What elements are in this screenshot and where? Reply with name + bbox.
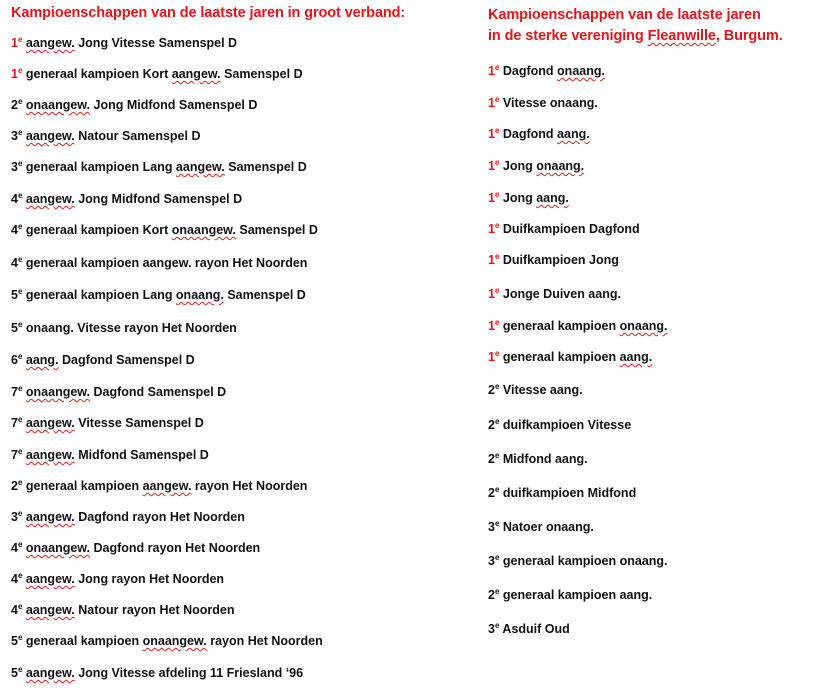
item-text: generaal kampioen	[22, 479, 143, 493]
rank-number: 1	[488, 350, 495, 364]
item-abbreviation: onaang.	[557, 64, 605, 78]
item-text: Dagfond	[499, 127, 558, 141]
rank-suffix: e	[494, 519, 500, 528]
rank-number: 2	[11, 479, 18, 493]
rank-suffix: e	[17, 540, 23, 549]
rank-number: 3	[488, 520, 495, 534]
list-item	[11, 98, 257, 112]
rank-suffix: e	[17, 320, 23, 329]
rank-number: 5	[11, 634, 18, 648]
item-abbreviation: aangew.	[175, 160, 225, 174]
rank-number: 6	[11, 353, 18, 367]
list-item	[11, 572, 224, 586]
right-heading	[488, 5, 813, 47]
rank-number: 1	[488, 64, 495, 78]
list-item	[488, 191, 569, 205]
rank-suffix: e	[494, 286, 500, 295]
item-text: Jong	[499, 191, 537, 205]
item-abbreviation: aangew.	[171, 67, 221, 81]
right-heading-line2-post: , Burgum.	[715, 28, 783, 44]
list-item	[11, 36, 237, 50]
list-item	[488, 554, 668, 568]
right-heading-line1: Kampioenschappen van de laatste jaren	[488, 7, 761, 23]
item-text: Duifkampioen Jong	[499, 253, 619, 267]
rank-suffix: e	[17, 633, 23, 642]
rank-suffix: e	[494, 126, 500, 135]
item-text-tail: Samenspel D	[220, 67, 303, 81]
rank-number: 2	[488, 418, 495, 432]
rank-number: 5	[11, 321, 18, 335]
item-text: Jong	[499, 159, 537, 173]
rank-number: 1	[488, 222, 495, 236]
item-abbreviation: aangew.	[25, 510, 75, 524]
item-abbreviation: aangew.	[142, 479, 192, 493]
item-abbreviation: aangew.	[25, 603, 75, 617]
rank-suffix: e	[494, 587, 500, 596]
rank-number: 3	[11, 129, 18, 143]
item-abbreviation: onaang.	[536, 159, 585, 173]
list-item	[488, 622, 570, 636]
rank-suffix: e	[494, 382, 500, 391]
list-item	[11, 510, 245, 524]
item-text: generaal kampioen	[499, 350, 620, 364]
item-abbreviation: aangew.	[25, 192, 75, 206]
rank-suffix: e	[494, 349, 500, 358]
rank-number: 1	[488, 253, 495, 267]
item-text-tail: Dagfond Samenspel D	[58, 353, 195, 367]
item-text: Jonge Duiven aang.	[499, 287, 621, 301]
rank-number: 1	[488, 159, 495, 173]
rank-suffix: e	[17, 66, 23, 75]
item-abbreviation: aangew.	[25, 572, 75, 586]
list-item	[11, 634, 323, 648]
list-item	[488, 588, 652, 602]
item-abbreviation: aangew.	[25, 36, 75, 50]
rank-suffix: e	[17, 191, 23, 200]
left-heading: Kampioenschappen van de laatste jaren in groot verband:	[11, 5, 406, 21]
item-text-tail: Jong Vitesse afdeling 11 Friesland ‘96	[74, 666, 304, 680]
item-abbreviation: onaangew.	[25, 385, 91, 399]
rank-suffix: e	[17, 478, 23, 487]
item-text-tail: Jong Midfond Samenspel D	[90, 98, 258, 112]
item-abbreviation: aang.	[619, 350, 653, 364]
item-text: Vitesse aang.	[499, 383, 583, 397]
rank-number: 2	[11, 98, 18, 112]
item-abbreviation: aang.	[25, 353, 59, 367]
item-text: generaal kampioen	[499, 319, 620, 333]
item-text: Natoer onaang.	[499, 520, 594, 534]
item-text-tail: Samenspel D	[223, 288, 306, 302]
rank-suffix: e	[17, 222, 23, 231]
list-item	[488, 127, 590, 141]
list-item	[11, 385, 226, 399]
list-item	[488, 159, 584, 173]
list-item	[488, 383, 583, 397]
item-text: Vitesse onaang.	[499, 96, 598, 110]
rank-number: 1	[488, 191, 495, 205]
list-item	[488, 222, 640, 236]
item-text-tail: Samenspel D	[224, 160, 307, 174]
rank-suffix: e	[17, 352, 23, 361]
rank-suffix: e	[494, 95, 500, 104]
right-heading-line2	[488, 26, 813, 47]
item-text-tail: Vitesse Samenspel D	[74, 416, 204, 430]
item-text-tail: Jong rayon Het Noorden	[74, 572, 225, 586]
item-abbreviation: aangew.	[25, 666, 75, 680]
rank-number: 1	[488, 319, 495, 333]
item-text-tail: Dagfond Samenspel D	[90, 385, 227, 399]
rank-suffix: e	[17, 571, 23, 580]
list-item	[11, 223, 318, 237]
item-text: duifkampioen Midfond	[499, 486, 637, 500]
list-item	[488, 520, 594, 534]
rank-number: 4	[11, 603, 18, 617]
list-item	[11, 448, 209, 462]
rank-suffix: e	[17, 35, 23, 44]
item-text-tail: Natour rayon Het Noorden	[74, 603, 235, 617]
right-heading-line2-pre: in de sterke vereniging	[488, 28, 648, 44]
rank-number: 7	[11, 385, 18, 399]
list-item	[11, 603, 235, 617]
rank-number: 3	[11, 160, 18, 174]
list-item	[488, 452, 588, 466]
rank-number: 3	[488, 554, 495, 568]
rank-number: 7	[11, 448, 18, 462]
item-abbreviation: aangew.	[25, 129, 75, 143]
rank-suffix: e	[17, 509, 23, 518]
rank-number: 3	[11, 510, 18, 524]
rank-suffix: e	[17, 287, 23, 296]
item-text: generaal kampioen onaang.	[499, 554, 668, 568]
rank-suffix: e	[17, 602, 23, 611]
item-text-tail: Natour Samenspel D	[74, 129, 201, 143]
rank-suffix: e	[494, 553, 500, 562]
rank-suffix: e	[17, 128, 23, 137]
left-column	[11, 0, 451, 680]
item-text-tail: Dagfond rayon Het Noorden	[74, 510, 245, 524]
list-item	[488, 319, 668, 333]
rank-suffix: e	[17, 159, 23, 168]
list-item	[11, 416, 204, 430]
list-item	[488, 64, 605, 78]
rank-suffix: e	[494, 417, 500, 426]
rank-number: 4	[11, 572, 18, 586]
item-abbreviation: aangew.	[25, 416, 75, 430]
item-abbreviation: onaangew.	[171, 223, 236, 237]
item-abbreviation: onaangew.	[25, 98, 91, 112]
list-item	[488, 287, 621, 301]
item-abbreviation: onaang.	[619, 319, 668, 333]
item-text-tail: Jong Vitesse Samenspel D	[74, 36, 238, 50]
item-abbreviation: onaangew.	[142, 634, 207, 648]
rank-number: 4	[11, 256, 18, 270]
item-text: duifkampioen Vitesse	[499, 418, 632, 432]
rank-suffix: e	[494, 318, 500, 327]
rank-number: 5	[11, 666, 18, 680]
list-item	[11, 479, 307, 493]
list-item	[488, 418, 631, 432]
item-text: generaal kampioen	[22, 634, 143, 648]
list-item	[11, 256, 307, 270]
rank-number: 3	[488, 622, 495, 636]
item-text-tail: Midfond Samenspel D	[74, 448, 209, 462]
list-item	[11, 288, 306, 302]
list-item	[488, 350, 652, 364]
item-text: generaal kampioen Kort	[22, 223, 172, 237]
item-text: onaang. Vitesse rayon Het Noorden	[22, 321, 237, 335]
list-item	[11, 129, 200, 143]
item-text-tail: Dagfond rayon Het Noorden	[90, 541, 261, 555]
rank-suffix: e	[17, 665, 23, 674]
rank-number: 4	[11, 223, 18, 237]
list-item	[488, 486, 636, 500]
rank-suffix: e	[17, 255, 23, 264]
rank-suffix: e	[494, 63, 500, 72]
item-text-tail: Jong Midfond Samenspel D	[74, 192, 243, 206]
rank-suffix: e	[494, 451, 500, 460]
list-item	[11, 353, 195, 367]
item-abbreviation: aang.	[536, 191, 569, 205]
item-text: generaal kampioen aang.	[499, 588, 653, 602]
rank-number: 2	[488, 588, 495, 602]
rank-number: 2	[488, 452, 495, 466]
item-text: generaal kampioen Lang	[22, 288, 176, 302]
rank-suffix: e	[17, 384, 23, 393]
item-text: generaal kampioen aangew. rayon Het Noorden	[22, 256, 308, 270]
rank-number: 1	[11, 67, 18, 81]
rank-suffix: e	[17, 415, 23, 424]
list-item	[11, 192, 242, 206]
rank-suffix: e	[17, 97, 23, 106]
list-item	[488, 253, 619, 267]
rank-suffix: e	[494, 485, 500, 494]
list-item	[11, 67, 303, 81]
rank-number: 4	[11, 541, 18, 555]
rank-suffix: e	[494, 252, 500, 261]
item-text: generaal kampioen Kort	[22, 67, 172, 81]
rank-suffix: e	[494, 190, 500, 199]
rank-number: 1	[488, 287, 495, 301]
item-abbreviation: aang.	[557, 127, 590, 141]
item-text-tail: rayon Het Noorden	[206, 634, 323, 648]
item-text: Duifkampioen Dagfond	[499, 222, 640, 236]
list-item	[488, 96, 598, 110]
right-column	[488, 0, 813, 636]
rank-number: 1	[11, 36, 18, 50]
item-text: Asduif Oud	[499, 622, 570, 636]
rank-number: 5	[11, 288, 18, 302]
rank-number: 4	[11, 192, 18, 206]
item-abbreviation: onaangew.	[25, 541, 91, 555]
item-abbreviation: onaang.	[175, 288, 224, 302]
item-text: Dagfond	[499, 64, 558, 78]
rank-number: 2	[488, 486, 495, 500]
rank-number: 7	[11, 416, 18, 430]
item-text: generaal kampioen Lang	[22, 160, 176, 174]
rank-number: 1	[488, 96, 495, 110]
item-text-tail: Samenspel D	[235, 223, 318, 237]
rank-suffix: e	[494, 221, 500, 230]
list-item	[11, 541, 260, 555]
rank-number: 2	[488, 383, 495, 397]
rank-suffix: e	[494, 621, 500, 630]
list-item	[11, 160, 307, 174]
item-text: Midfond aang.	[499, 452, 588, 466]
list-item	[11, 321, 237, 335]
rank-number: 1	[488, 127, 495, 141]
rank-suffix: e	[494, 158, 500, 167]
rank-suffix: e	[17, 447, 23, 456]
right-heading-club-name: Fleanwille	[647, 28, 716, 44]
item-text-tail: rayon Het Noorden	[191, 479, 308, 493]
item-abbreviation: aangew.	[25, 448, 75, 462]
list-item	[11, 666, 303, 680]
